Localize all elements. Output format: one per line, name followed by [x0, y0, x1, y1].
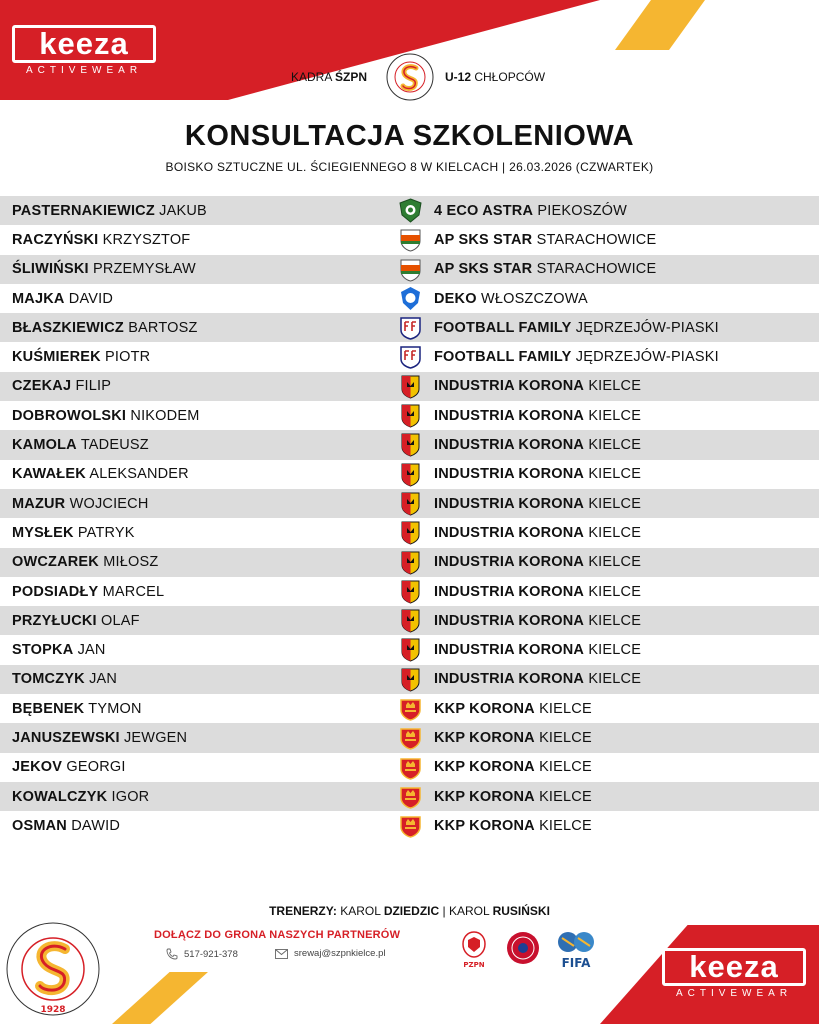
player-last-name: CZEKAJ — [12, 378, 72, 395]
club-city: KIELCE — [588, 378, 642, 395]
roster-row — [0, 342, 819, 371]
keeza-footer-logo — [662, 948, 806, 998]
club-name-bold: INDUSTRIA KORONA — [434, 671, 585, 688]
contact-email — [275, 948, 385, 959]
player-name — [12, 378, 111, 394]
player-last-name: BĘBENEK — [12, 700, 85, 717]
club-name-bold: KKP KORONA — [434, 729, 535, 746]
club-name — [434, 789, 592, 805]
club-name — [434, 584, 641, 600]
club-name-bold: INDUSTRIA KORONA — [434, 554, 585, 571]
player-name — [12, 408, 199, 424]
seal-year: 1928 — [40, 1005, 66, 1015]
club-name-bold: AP SKS STAR — [434, 231, 533, 248]
player-last-name: RACZYŃSKI — [12, 231, 99, 248]
club-name — [434, 232, 656, 248]
logo-subtitle: ACTIVEWEAR — [25, 65, 143, 76]
roster-row — [0, 518, 819, 547]
roster-row — [0, 811, 819, 840]
club-name — [434, 730, 592, 746]
player-last-name: TOMCZYK — [12, 671, 85, 688]
footer-logo-wordmark: keeza — [662, 948, 806, 986]
club-city: WŁOSZCZOWA — [480, 290, 588, 307]
club-city: JĘDRZEJÓW-PIASKI — [575, 349, 719, 366]
contact-phone — [166, 948, 238, 960]
roster-list — [0, 196, 819, 841]
kkp-crest-icon — [398, 784, 423, 809]
trainer2-last: RUSIŃSKI — [492, 904, 550, 918]
star-crest-icon — [398, 257, 423, 282]
player-last-name: OWCZAREK — [12, 554, 99, 571]
player-first-name: FILIP — [75, 378, 112, 395]
star-crest-icon — [398, 227, 423, 252]
club-city: JĘDRZEJÓW-PIASKI — [575, 319, 719, 336]
player-first-name: GEORGI — [66, 759, 126, 776]
club-name — [434, 320, 719, 336]
player-last-name: DOBROWOLSKI — [12, 407, 127, 424]
club-city: KIELCE — [588, 495, 642, 512]
club-city: KIELCE — [588, 554, 642, 571]
club-name — [434, 613, 641, 629]
club-name-bold: INDUSTRIA KORONA — [434, 583, 585, 600]
age-group-label — [445, 70, 545, 84]
uefa-logo-icon — [505, 930, 541, 966]
roster-row — [0, 577, 819, 606]
club-name-bold: INDUSTRIA KORONA — [434, 612, 585, 629]
club-city: KIELCE — [539, 817, 592, 834]
ff-crest-icon — [398, 344, 423, 369]
trainer2-first: KAROL — [448, 904, 490, 918]
roster-row — [0, 606, 819, 635]
roster-row — [0, 372, 819, 401]
roster-row — [0, 665, 819, 694]
club-city: KIELCE — [588, 642, 642, 659]
club-name — [434, 525, 641, 541]
player-first-name: PRZEMYSŁAW — [92, 261, 196, 278]
player-first-name: TYMON — [88, 700, 142, 717]
keeza-logo — [12, 25, 156, 75]
club-name-bold: INDUSTRIA KORONA — [434, 378, 585, 395]
club-name — [434, 642, 641, 658]
club-name — [434, 203, 627, 219]
club-city: KIELCE — [588, 407, 642, 424]
club-name-bold: INDUSTRIA KORONA — [434, 495, 585, 512]
club-name-bold: INDUSTRIA KORONA — [434, 524, 585, 541]
roster-row — [0, 284, 819, 313]
szpn-large-seal-icon — [4, 912, 102, 1022]
korona-crest-icon — [398, 579, 423, 604]
club-name-bold: INDUSTRIA KORONA — [434, 466, 585, 483]
roster-row — [0, 635, 819, 664]
player-first-name: JAN — [77, 642, 106, 659]
club-name-bold: INDUSTRIA KORONA — [434, 407, 585, 424]
footer-logo-subtitle: ACTIVEWEAR — [675, 988, 793, 999]
player-first-name: OLAF — [101, 612, 140, 629]
roster-row — [0, 782, 819, 811]
roster-row — [0, 489, 819, 518]
roster-row — [0, 548, 819, 577]
player-name — [12, 496, 149, 512]
club-city: KIELCE — [588, 437, 642, 454]
roster-row — [0, 255, 819, 284]
player-name — [12, 232, 190, 248]
player-name — [12, 291, 113, 307]
club-name — [434, 759, 592, 775]
korona-crest-icon — [398, 637, 423, 662]
email-address[interactable]: srewaj@szpnkielce.pl — [294, 948, 386, 959]
player-last-name: PRZYŁUCKI — [12, 612, 97, 629]
kkp-crest-icon — [398, 696, 423, 721]
mail-icon — [275, 949, 288, 959]
footer-yellow-stripe — [112, 972, 208, 1024]
korona-crest-icon — [398, 403, 423, 428]
club-name-bold: INDUSTRIA KORONA — [434, 437, 585, 454]
trainer1-first: KAROL — [340, 904, 381, 918]
deko-crest-icon — [398, 286, 423, 311]
club-name — [434, 496, 641, 512]
club-city: KIELCE — [588, 583, 642, 600]
club-name-bold: KKP KORONA — [434, 700, 535, 717]
player-first-name: WOJCIECH — [69, 495, 149, 512]
player-first-name: MARCEL — [102, 583, 165, 600]
club-city: KIELCE — [539, 729, 592, 746]
roster-row — [0, 430, 819, 459]
page-subtitle: BOISKO SZTUCZNE UL. ŚCIEGIENNEGO 8 W KIELCACH | 26.03.2026 (CZWARTEK) — [165, 160, 654, 174]
club-name-bold: KKP KORONA — [434, 759, 535, 776]
club-city: STARACHOWICE — [536, 261, 657, 278]
roster-row — [0, 694, 819, 723]
club-name — [434, 378, 641, 394]
player-first-name: DAWID — [71, 817, 121, 834]
fifa-logo-icon — [554, 928, 598, 970]
player-last-name: ŚLIWIŃSKI — [12, 261, 89, 278]
player-name — [12, 554, 158, 570]
partner-title: DOŁĄCZ DO GRONA NASZYCH PARTNERÓW — [154, 929, 401, 941]
age-group-gender: CHŁOPCÓW — [471, 70, 546, 84]
kkp-crest-icon — [398, 725, 423, 750]
club-city: KIELCE — [588, 466, 642, 483]
korona-crest-icon — [398, 462, 423, 487]
player-first-name: JAKUB — [159, 202, 207, 219]
player-first-name: TADEUSZ — [80, 437, 149, 454]
player-name — [12, 320, 198, 336]
club-name-bold: KKP KORONA — [434, 788, 535, 805]
roster-row — [0, 401, 819, 430]
player-first-name: PATRYK — [77, 524, 135, 541]
player-first-name: MIŁOSZ — [103, 554, 159, 571]
roster-row — [0, 196, 819, 225]
phone-icon — [166, 948, 178, 960]
separator: | — [442, 904, 446, 918]
club-name-bold: INDUSTRIA KORONA — [434, 642, 585, 659]
korona-crest-icon — [398, 432, 423, 457]
player-last-name: STOPKA — [12, 642, 74, 659]
trainer1-last: DZIEDZIC — [383, 904, 440, 918]
player-last-name: PASTERNAKIEWICZ — [12, 202, 155, 219]
player-last-name: MAZUR — [12, 495, 66, 512]
player-name — [12, 584, 164, 600]
club-name — [434, 437, 641, 453]
player-name — [12, 789, 149, 805]
pzpn-label: PZPN — [463, 961, 485, 969]
club-city: KIELCE — [588, 612, 642, 629]
club-city: STARACHOWICE — [536, 231, 657, 248]
player-last-name: BŁASZKIEWICZ — [12, 319, 124, 336]
club-name-bold: FOOTBALL FAMILY — [434, 319, 572, 336]
korona-crest-icon — [398, 520, 423, 545]
player-last-name: JEKOV — [12, 759, 63, 776]
player-first-name: BARTOSZ — [128, 319, 198, 336]
age-group: U-12 — [445, 70, 472, 84]
roster-row — [0, 460, 819, 489]
page-title: KONSULTACJA SZKOLENIOWA — [184, 120, 635, 152]
trainers-line — [0, 904, 819, 918]
kkp-crest-icon — [398, 813, 423, 838]
player-last-name: MAJKA — [12, 290, 65, 307]
player-name — [12, 203, 207, 219]
roster-row — [0, 753, 819, 782]
player-last-name: KUŚMIEREK — [12, 349, 101, 366]
fifa-label: FIFA — [561, 956, 591, 970]
kkp-crest-icon — [398, 755, 423, 780]
club-name-bold: AP SKS STAR — [434, 261, 533, 278]
ff-crest-icon — [398, 315, 423, 340]
club-city: KIELCE — [539, 700, 592, 717]
player-name — [12, 613, 140, 629]
club-name — [434, 261, 656, 277]
header-yellow-stripe — [615, 0, 705, 50]
club-name — [434, 291, 588, 307]
club-name-bold: KKP KORONA — [434, 817, 535, 834]
player-first-name: DAVID — [68, 290, 114, 307]
player-first-name: PIOTR — [105, 349, 151, 366]
korona-crest-icon — [398, 667, 423, 692]
club-name-bold: FOOTBALL FAMILY — [434, 349, 572, 366]
player-last-name: KAMOLA — [12, 437, 77, 454]
player-name — [12, 642, 106, 658]
player-last-name: KAWAŁEK — [12, 466, 86, 483]
korona-crest-icon — [398, 374, 423, 399]
player-name — [12, 818, 120, 834]
club-name — [434, 466, 641, 482]
player-name — [12, 261, 196, 277]
club-city: KIELCE — [588, 671, 642, 688]
roster-row — [0, 723, 819, 752]
player-first-name: NIKODEM — [130, 407, 200, 424]
logo-wordmark: keeza — [12, 25, 156, 63]
player-first-name: JEWGEN — [123, 729, 188, 746]
trainers-label: TRENERZY: — [269, 904, 337, 918]
club-name — [434, 818, 592, 834]
club-name — [434, 408, 641, 424]
player-name — [12, 730, 187, 746]
phone-number[interactable]: 517-921-378 — [184, 948, 238, 960]
club-city: PIEKOSZÓW — [537, 202, 628, 219]
astra-crest-icon — [398, 198, 423, 223]
korona-crest-icon — [398, 550, 423, 575]
player-name — [12, 466, 189, 482]
player-name — [12, 701, 142, 717]
club-name — [434, 671, 641, 687]
szpn-seal-icon — [385, 52, 435, 102]
player-last-name: OSMAN — [12, 817, 67, 834]
club-name — [434, 554, 641, 570]
player-first-name: KRZYSZTOF — [102, 231, 191, 248]
pzpn-logo-icon — [461, 930, 487, 970]
club-city: KIELCE — [539, 788, 592, 805]
player-name — [12, 525, 135, 541]
club-city: KIELCE — [539, 759, 592, 776]
roster-row — [0, 225, 819, 254]
korona-crest-icon — [398, 608, 423, 633]
player-last-name: JANUSZEWSKI — [12, 729, 120, 746]
player-last-name: MYSŁEK — [12, 524, 74, 541]
player-last-name: PODSIADŁY — [12, 583, 99, 600]
player-name — [12, 349, 150, 365]
player-name — [12, 759, 126, 775]
club-name-bold: 4 ECO ASTRA — [434, 202, 534, 219]
club-name — [434, 349, 719, 365]
korona-crest-icon — [398, 491, 423, 516]
player-first-name: ALEKSANDER — [89, 466, 189, 483]
player-first-name: IGOR — [111, 788, 150, 805]
roster-row — [0, 313, 819, 342]
player-name — [12, 437, 149, 453]
squad-label — [291, 70, 367, 84]
club-city: KIELCE — [588, 524, 642, 541]
player-first-name: JAN — [89, 671, 118, 688]
club-name — [434, 701, 592, 717]
squad-federation: ŚZPN — [335, 70, 368, 84]
player-last-name: KOWALCZYK — [12, 788, 108, 805]
club-name-bold: DEKO — [434, 290, 477, 307]
squad-prefix: KADRA — [291, 70, 336, 84]
player-name — [12, 671, 117, 687]
